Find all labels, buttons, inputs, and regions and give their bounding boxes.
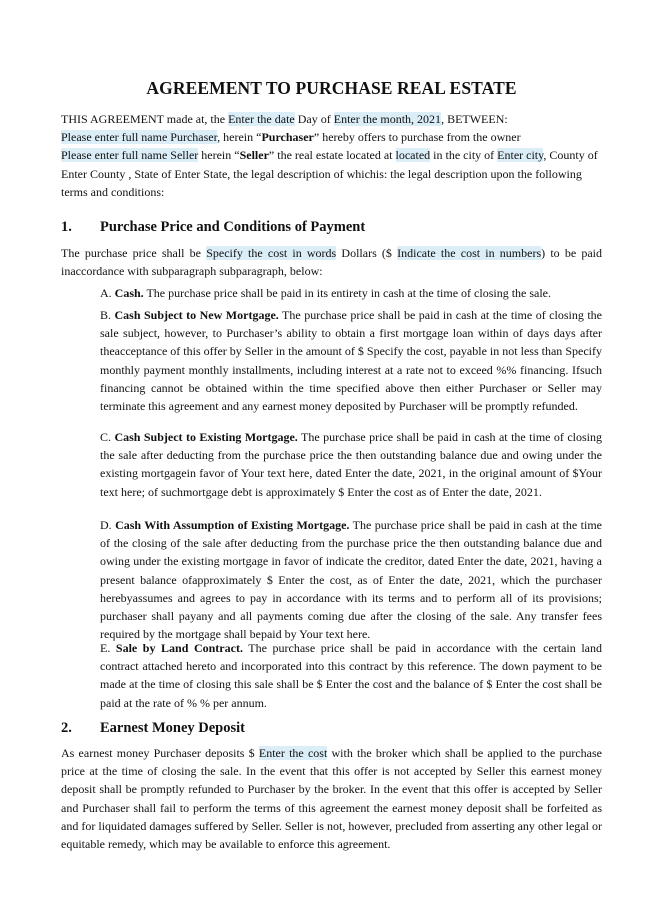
purchaser-name-field[interactable]: Please enter full name Purchaser — [61, 130, 218, 145]
sub-e-label: E. — [100, 641, 116, 655]
price-text-1: The purchase price shall be — [61, 246, 207, 260]
section-2-number: 2. — [61, 720, 72, 736]
document-title: AGREEMENT TO PURCHASE REAL ESTATE — [146, 78, 517, 98]
earnest-cost-field[interactable]: Enter the cost — [258, 746, 328, 760]
sub-c-label: C. — [100, 430, 115, 444]
seller-term: Seller — [239, 148, 269, 163]
sub-d-text: The purchase price shall be paid in cash at the time of the closing of the sale after deducting from the purchase price the then outstanding balance due and owing under the existing mortgage in favor of indicate the creditor, dated Enter the date, 2021, having a present balance ofapproximately $ Enter the cost, as of Enter the date, 2021, which the purchaser herebyassumes and agrees to pay in accordance with its terms and to perform all of its provisions; purchaser shall payany and all payments coming due after the closing of the sale. Any transfer fees required by the mortgage shall bepaid by Your text here. — [100, 518, 602, 642]
sub-c-heading: Cash Subject to Existing Mortgage. — [114, 430, 298, 444]
sub-d-heading: Cash With Assumption of Existing Mortgage. — [115, 518, 350, 532]
city-field[interactable]: Enter city — [497, 148, 544, 163]
date-field[interactable]: Enter the date — [228, 112, 295, 126]
purchaser-term: Purchaser — [261, 130, 314, 145]
intro-text-4: , herein “ — [217, 130, 262, 145]
intro-text-1: THIS AGREEMENT made at, the — [61, 112, 229, 126]
section-1-heading — [61, 219, 365, 236]
subparagraph-a — [100, 284, 602, 302]
seller-name-field[interactable]: Please enter full name Seller — [61, 148, 199, 163]
cost-words-field[interactable]: Specify the cost in words — [206, 246, 337, 260]
intro-paragraph — [61, 110, 602, 201]
purchase-price-paragraph — [61, 244, 602, 280]
subparagraph-c — [100, 428, 602, 501]
sub-e-text: The purchase price shall be paid in accordance with the certain land contract attached hereto and incorporated into this contract by this reference. The down payment to be made at the time of closing this sale shall be $ Enter the cost and the balance of $ Enter the cost shall be paid at the rate of % % per annum. — [100, 641, 602, 710]
section-2-title: Earnest Money Deposit — [100, 720, 245, 736]
price-text-2: Dollars ($ — [336, 246, 398, 260]
intro-text-9: , County of Enter County , State of Enter State, the legal description of whichis: the legal description upon the following terms and conditions: — [61, 148, 598, 199]
sub-a-label: A. — [100, 286, 115, 300]
earnest-text-2: with the broker which shall be applied to the purchase price at the time of closing the sale. In the event that this offer is not accepted by Seller this earnest money deposit shall be promptly refunded to Purchaser by the broker. In the event that this offer is accepted by Seller and Purchaser shall fail to perform the terms of this agreement the earnest money deposit shall be forfeited as and for liquidated damages suffered by Seller. Seller is not, however, precluded from asserting any other legal or equitable remedy, which may be available to enforce this agreement. — [61, 746, 602, 852]
month-field[interactable]: Enter the month, 2021 — [333, 112, 442, 126]
intro-text-5: ” hereby offers to purchase from the owner — [313, 130, 521, 145]
intro-text-3: , BETWEEN: — [441, 112, 508, 126]
intro-text-8: in the city of — [430, 148, 498, 163]
earnest-money-paragraph — [61, 744, 602, 853]
intro-text-6: herein “ — [198, 148, 240, 163]
sub-e-heading: Sale by Land Contract. — [115, 641, 243, 655]
sub-b-heading: Cash Subject to New Mortgage. — [114, 308, 279, 322]
price-text-3: ) to be paid inaccordance with subparagraph subparagraph, below: — [61, 246, 603, 279]
cost-numbers-field[interactable]: Indicate the cost in numbers — [397, 246, 542, 260]
section-1-title: Purchase Price and Conditions of Payment — [100, 219, 366, 235]
sub-c-text: The purchase price shall be paid in cash at the time of closing the sale after deducting from the purchase price the then outstanding balance due and owing under the existing mortgagein favor of Your text here, dated Enter the date, 2021, in the original amount of $Your text here; of suchmortgage debt is approximately $ Enter the cost as of Enter the date, 2021. — [100, 430, 602, 499]
subparagraph-b — [100, 306, 602, 415]
sub-b-text: The purchase price shall be paid in cash at the time of closing the sale subject, however, to Purchaser’s ability to obtain a first mortgage loan within of days days after theacceptance of this offer by Seller in the amount of $ Specify the cost, payable in not less than Specify monthly payment monthly installments, including interest at a rate not to exceed %% financing. Ifsuch financing cannot be obtained within the time specified above then either Purchaser or Seller may terminate this agreement and any earnest money deposited by Purchaser will be promptly refunded. — [100, 308, 602, 414]
subparagraph-d — [100, 516, 602, 643]
sub-a-text: The purchase price shall be paid in its entirety in cash at the time of closing the sale. — [143, 286, 552, 300]
intro-text-2: Day of — [294, 112, 334, 126]
sub-b-label: B. — [100, 308, 115, 322]
subparagraph-e — [100, 639, 602, 712]
sub-d-label: D. — [100, 518, 116, 532]
section-2-heading — [61, 720, 245, 737]
location-field[interactable]: located — [395, 148, 431, 163]
sub-a-heading: Cash. — [114, 286, 144, 300]
section-1-number: 1. — [61, 219, 72, 235]
intro-text-7: ” the real estate located at — [268, 148, 396, 163]
earnest-text-1: As earnest money Purchaser deposits $ — [61, 746, 259, 760]
